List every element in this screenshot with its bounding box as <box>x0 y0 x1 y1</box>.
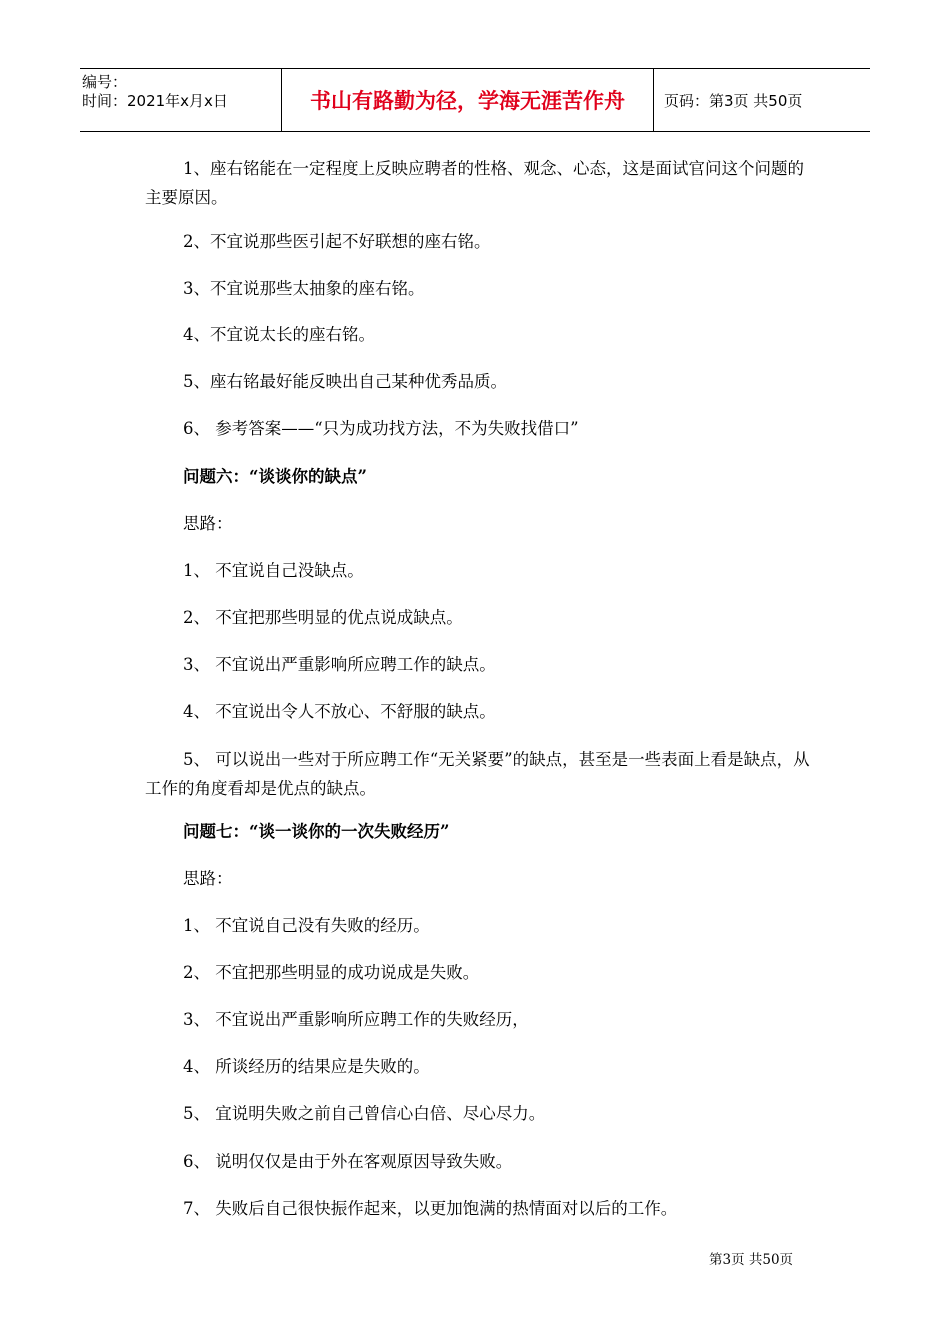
paragraph: 1、座右铭能在一定程度上反映应聘者的性格、观念、心态，这是面试官问这个问题的主要原因。 <box>145 159 804 207</box>
paragraph: 4、不宜说太长的座右铭。 <box>183 325 375 344</box>
paragraph: 7、 失败后自己很快振作起来，以更加饱满的热情面对以后的工作。 <box>183 1199 678 1218</box>
paragraph: 3、 不宜说出严重影响所应聘工作的缺点。 <box>183 655 496 674</box>
paragraph: 3、 不宜说出严重影响所应聘工作的失败经历， <box>183 1010 529 1029</box>
date-label: 时间：2021年x月x日 <box>82 92 228 110</box>
header-motto: 书山有路勤为径，学海无涯苦作舟 <box>282 69 654 131</box>
header-meta <box>80 69 282 131</box>
paragraph: 6、 说明仅仅是由于外在客观原因导致失败。 <box>183 1152 513 1171</box>
paragraph: 思路： <box>183 514 233 533</box>
paragraph: 4、 所谈经历的结果应是失败的。 <box>183 1057 430 1076</box>
section-heading: 问题七：“谈一谈你的一次失败经历” <box>183 822 450 841</box>
page-header <box>80 68 870 132</box>
paragraph: 2、 不宜把那些明显的优点说成缺点。 <box>183 608 463 627</box>
paragraph: 1、 不宜说自己没有失败的经历。 <box>183 916 430 935</box>
paragraph: 6、 参考答案——“只为成功找方法，不为失败找借口” <box>183 419 579 438</box>
paragraph: 1、 不宜说自己没缺点。 <box>183 561 364 580</box>
paragraph: 5、座右铭最好能反映出自己某种优秀品质。 <box>183 372 507 391</box>
paragraph: 3、不宜说那些太抽象的座右铭。 <box>183 279 425 298</box>
number-label: 编号： <box>82 73 128 91</box>
paragraph: 5、 宜说明失败之前自己曾信心白倍、尽心尽力。 <box>183 1104 546 1123</box>
paragraph: 2、 不宜把那些明显的成功说成是失败。 <box>183 963 480 982</box>
paragraph: 2、不宜说那些医引起不好联想的座右铭。 <box>183 232 491 251</box>
paragraph: 思路： <box>183 869 233 888</box>
paragraph: 5、 可以说出一些对于所应聘工作“无关紧要”的缺点，甚至是一些表面上看是缺点，从工作的角度看却是优点的缺点。 <box>145 750 810 798</box>
paragraph: 4、 不宜说出令人不放心、不舒服的缺点。 <box>183 702 496 721</box>
header-page-number: 页码：第3页 共50页 <box>664 91 803 110</box>
section-heading: 问题六：“谈谈你的缺点” <box>183 467 367 486</box>
page-footer: 第3页 共50页 <box>709 1252 794 1268</box>
